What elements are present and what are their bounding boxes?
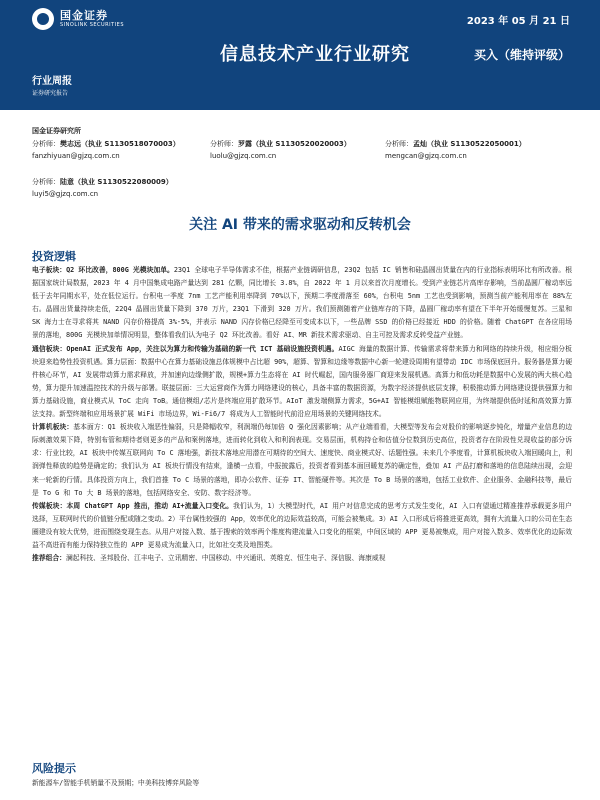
paragraph-text: AIGC 海量的数据计算、传输需求将带来算力和网络的持续升级，相应细分板块迎来趋势性投资机遇。算力层面：数据中心在算力基础设施总体规模中占比超 90%，超算、智算和边缘等数据中心新一轮建设周期有望带动 IDC 市场保底回升。服务器是算力硬件核心环节，AI 发展带动算力需求释放，并加速向边缘侧扩散，规模+算力生态将在 AI 时代崛起，国内服务器厂商迎来发展机遇。高算力和低功耗是数据中心发展的两大核心趋势，算力提升加速温控技术的升级与部署。联接层面：三大运营商作为算力网络建设的核心，具备丰富的数据资源，为数字经济提供底层支撑，积极推动算力网络建设提供强算力和算力基础设施，商业模式从 ToC 走向 ToB。通信模组/芯片是终端应用扩散环节。AIoT 激发端侧算力需求，5G+AI 智能模组赋能物联网应用，为终端提供低时延和高效算力算法支持。新型终端和应用场景扩展 WiFi 市场边界，Wi-Fi6/7 将成为人工智能时代前沿应用场景的关键网络技术。 xyxy=(32,344,572,419)
paragraph-text: 澜起科技、圣邦股份、江丰电子、立讯精密、中国移动、中兴通讯、英维克、恒生电子、深信服、海康威视 xyxy=(65,554,386,563)
paragraph-lead: 通信板块：OpenAI 正式发布 App，关注以为算力和传输为基础的新一代 ICT 基础设施投资机遇。 xyxy=(32,344,339,353)
paragraph-portfolio xyxy=(32,552,572,565)
report-type: 行业周报 xyxy=(32,76,72,87)
report-header xyxy=(0,0,600,110)
analyst-name: 孟灿（执业 S1130522050001） xyxy=(413,140,526,148)
rating-label: 买入（维持评级） xyxy=(473,48,570,62)
analyst-role: 分析师： xyxy=(385,140,413,148)
main-title: 关注 AI 带来的需求驱动和反转机会 xyxy=(189,217,411,233)
section-heading-risk: 风险提示 xyxy=(32,762,76,775)
logo-name-en: SINOLINK SECURITIES xyxy=(60,22,124,28)
paragraph-media xyxy=(32,500,572,552)
analyst-email[interactable]: luolu@gjzq.com.cn xyxy=(210,152,277,160)
analyst-role: 分析师： xyxy=(32,178,60,186)
paragraph-lead: 电子板块：Q2 环比改善，800G 光模块加单。 xyxy=(32,266,174,274)
analyst-block xyxy=(32,138,180,162)
analyst-role: 分析师： xyxy=(210,140,238,148)
report-subtitle: 证券研究报告 xyxy=(32,90,69,97)
body-text xyxy=(32,264,572,565)
research-institute: 国金证券研究所 xyxy=(32,127,81,135)
analyst-name: 陆意（执业 S1130522080009） xyxy=(60,178,173,186)
analyst-role: 分析师： xyxy=(32,140,60,148)
paragraph-electronics xyxy=(32,264,572,343)
report-date: 2023 年 05 月 21 日 xyxy=(466,16,570,27)
paragraph-lead: 传媒板块：本周 ChatGPT App 推出，推动 AI+流量入口变化。 xyxy=(32,501,233,510)
paragraph-lead: 计算机板块： xyxy=(32,423,74,432)
risk-text: 新能源车/智能手机销量不及预期；中美科技博弈风险等 xyxy=(32,779,200,787)
company-logo xyxy=(32,8,124,30)
logo-circle-icon xyxy=(32,8,54,30)
analyst-name: 罗露（执业 S1130520020003） xyxy=(238,140,351,148)
analyst-block xyxy=(385,138,526,162)
report-title: 信息技术产业行业研究 xyxy=(220,44,410,65)
paragraph-telecom xyxy=(32,343,572,422)
analyst-name: 樊志远（执业 S1130518070003） xyxy=(60,140,180,148)
paragraph-text: 我们认为，1）大模型时代，AI 用户对信息完成的思考方式发生变化，AI 入口有望通过精准推荐承载更多用户选择，互联网时代的价值链分配或随之变动。2）平台属性较强的 App，效率优化的边际效益较高，可能会被集成。3）AI 入口形成后将推进更高效，拥有大流量入口的公司在生态圈建设有较大优势，进而围绕变现生态。从用户对接入数、基于搜索的效率两个维度构建流量入口变化的框架，中间区域的 APP 更易被集成，用户对接入数多、效率优化的边际效益不高进而有能力保持独立性的 APP 更易成为流量入口，比如社交类及地图类。 xyxy=(32,501,572,549)
analyst-email[interactable]: luyi5@gjzq.com.cn xyxy=(32,190,99,198)
analyst-email[interactable]: fanzhiyuan@gjzq.com.cn xyxy=(32,152,120,160)
logo-name-cn: 国金证券 xyxy=(60,9,108,22)
paragraph-lead: 推荐组合： xyxy=(32,554,66,563)
analyst-block xyxy=(32,176,173,200)
paragraph-text: 23Q1 全球电子半导体需求不佳，根据产业链调研信息，23Q2 包括 IC 销售和硅晶圆出货量在内的行业指标表明环比有所改善。根据国家统计局数据，2023 年 4 月中国集成电路产量达到 281 亿颗，同比增长 3.8%，自 2022 年 1 月以来首次月度增长。受到产业链芯片高库存影响，当前晶圆厂稼动率远低于去年同期水平，处在低位运行。台积电一季度 7nm 工艺产能利用率降到 70%以下，预期二季度滑落至 60%，台积电 5nm 工艺也受到影响，预测当前产能利用率在 88%左右。晶圆出货量持续走低，22Q4 晶圆出货量下降到 370 万片，23Q1 下滑到 320 万片。我们预测随着产业链库存的下降，晶圆厂稼动率有望在下半年开始缓慢复苏。三星和 SK 海力士在寻求将其 NAND 闪存价格提高 3%-5%，并表示 NAND 闪存价格已经降至可变成本以下，一些品牌 SSD 的价格已经接近 HDD 的价格。随着 ChatGPT 在各应用场景的落地，800G 光模块加单情况明显，整体看我们认为电子 Q2 环比改善。看好 AI、MR 新技术需求驱动、自主可控及需求反转受益产业链。 xyxy=(32,266,572,340)
section-heading-logic: 投资逻辑 xyxy=(32,250,76,263)
analyst-block xyxy=(210,138,351,162)
paragraph-computer xyxy=(32,421,572,500)
paragraph-text: 基本面方：Q1 板块收入端恶性偏弱，只是降幅收窄，利润端仍每加倍 Q 强化因素影响；从产业端看看，大模型等发布会对股价的影响逐步钝化，增量产业信息的边际刺激效果下降，特别布管和期待者则更多的产品和案例落地，进而转化到收入和利润表现。交易层面，机构持仓和估值分位数到历史高位，投资者存在阶段性兑现收益的部分诉求：行业比较，AI 板块中传媒互联网向 To C 落地强，新技术落地应用潜在可期待的空间大、速度快、商业模式好、话题性强。未来几个季度看，计算机板块收入端回暖向上，利润弹性释放的趋势是确定的；我们认为 AI 板块行情没有结束，逢横一点看，中报披露后，投资者看到基本面回暖复苏的确定性，叠加 AI 产品打磨和落地的信息陆续出现，会迎来一轮新的行情。具体投资方向上，我们首推 To C 场景的落地，即办公软件、证券 IT、智能硬件等。其次是 To B 场景的落地，包括工业软件、企业服务、金融科技等，最后是 To G 和 To 大 B 场景的落地，包括网络安全、安防、数字经济等。 xyxy=(32,423,572,497)
analyst-email[interactable]: mengcan@gjzq.com.cn xyxy=(385,152,467,160)
